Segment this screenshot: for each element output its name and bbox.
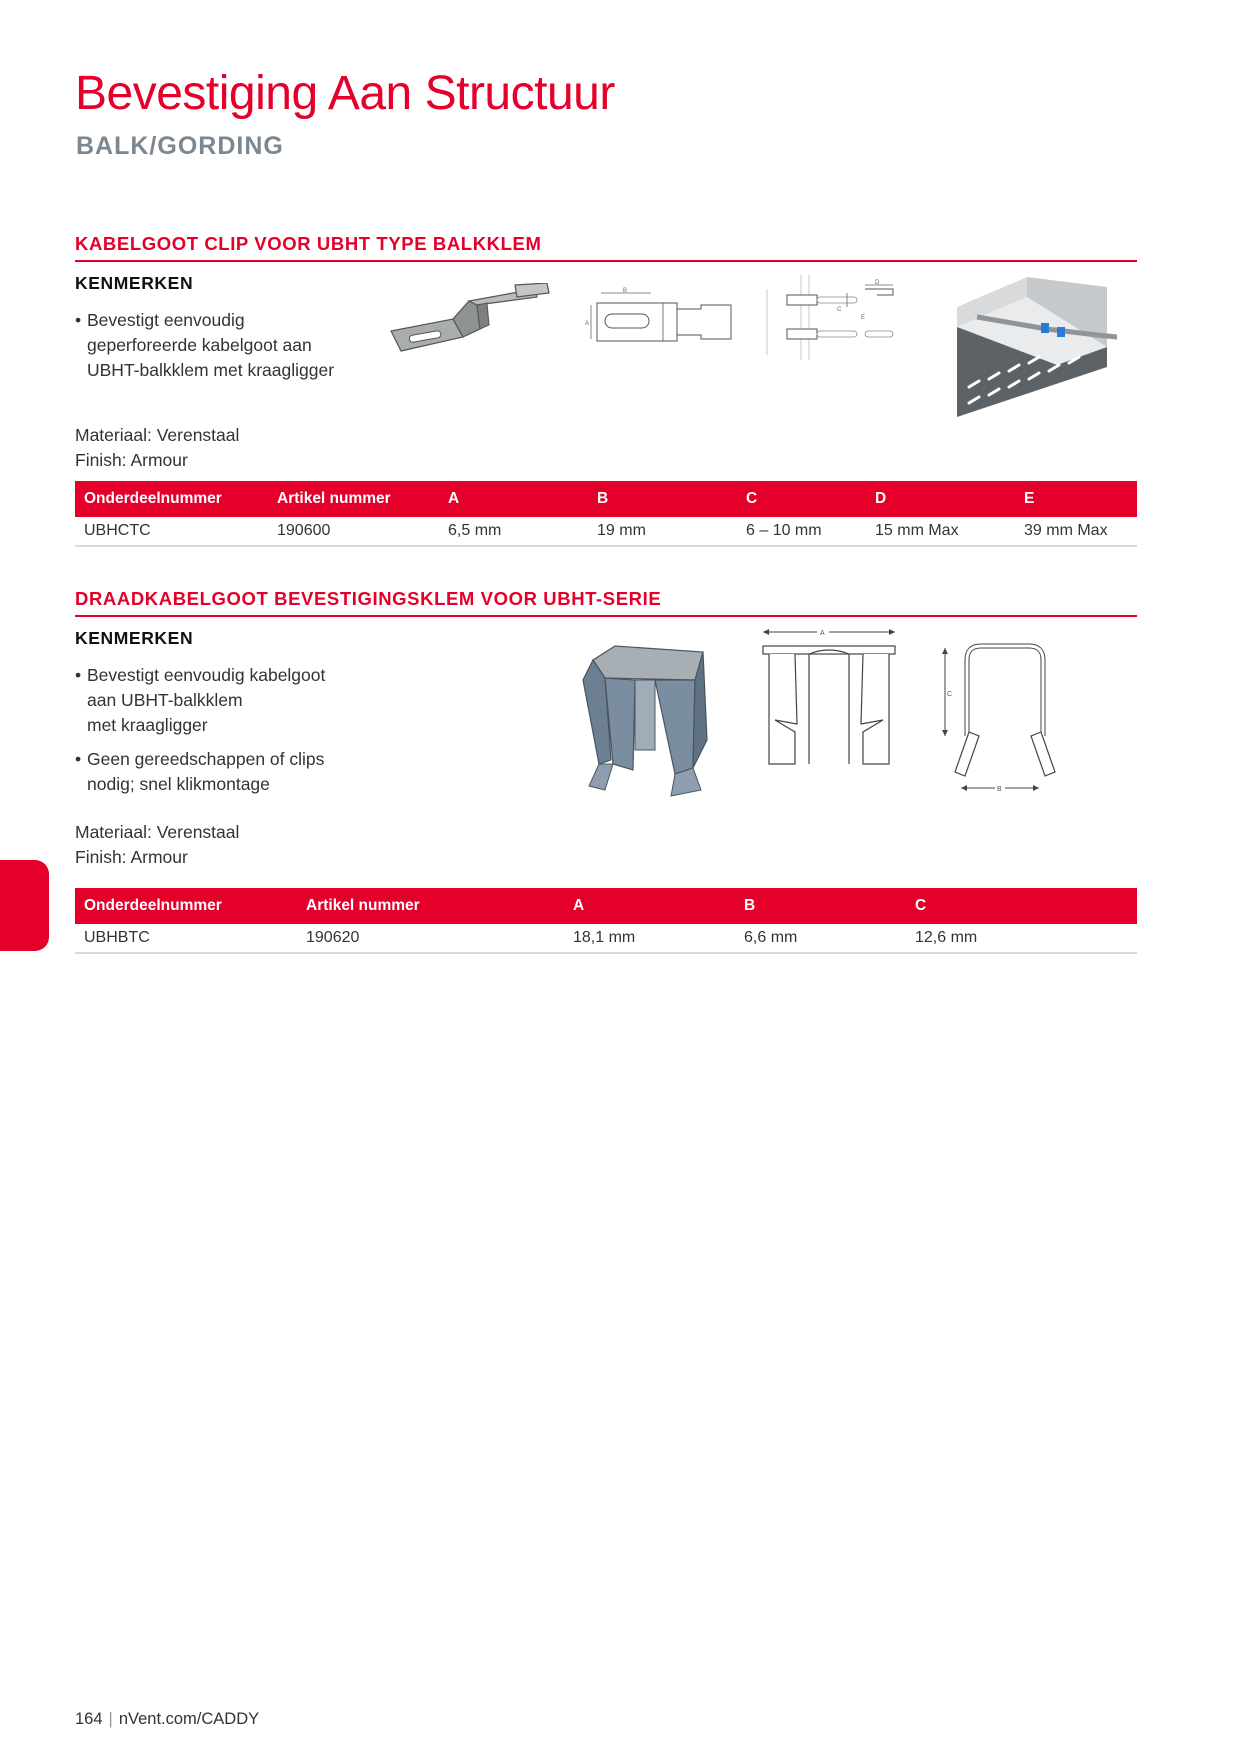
table-cell: UBHCTC: [75, 517, 268, 546]
dimension-label-d: D: [875, 280, 880, 286]
table-cell: 6 – 10 mm: [737, 517, 866, 546]
page-title: Bevestiging Aan Structuur: [75, 67, 615, 120]
clip-dimension-drawing-side: [585, 283, 745, 353]
dimension-label-b: B: [623, 288, 628, 294]
clip-product-image: [385, 283, 560, 363]
table-cell: 6,5 mm: [439, 517, 588, 546]
feature-bullet: • Bevestigt eenvoudig kabelgoot aan UBHT-balkklem met kraagligger: [75, 663, 375, 738]
table-cell: 39 mm Max: [1015, 517, 1137, 546]
table-cell: 190620: [297, 924, 564, 953]
table-row: [75, 924, 1137, 953]
page-subtitle: BALK/GORDING: [76, 132, 284, 160]
footer-website-link[interactable]: nVent.com/CADDY: [118, 1710, 260, 1728]
dimension-label-c: C: [837, 307, 842, 313]
feature-bullet: • Geen gereedschappen of clips nodig; snel klikmontage: [75, 747, 375, 797]
table-header-cell: E: [1015, 481, 1137, 517]
table-cell: 190600: [268, 517, 439, 546]
table-header-cell: D: [866, 481, 1015, 517]
dimension-label-c: C: [947, 691, 953, 698]
table-header-row: [75, 481, 1137, 517]
features-title: KENMERKEN: [75, 273, 194, 293]
table-cell: 15 mm Max: [866, 517, 1015, 546]
section-heading: KABELGOOT CLIP VOOR UBHT TYPE BALKKLEM: [75, 233, 1137, 262]
table-cell: 12,6 mm: [906, 924, 1137, 953]
dimension-label-b: B: [997, 786, 1002, 793]
table-header-cell: A: [564, 888, 735, 924]
table-header-cell: Artikel nummer: [268, 481, 439, 517]
table-cell: 18,1 mm: [564, 924, 735, 953]
dimension-label-a: A: [585, 321, 590, 327]
table-cell: UBHBTC: [75, 924, 297, 953]
dimension-label-a: A: [820, 630, 825, 637]
material-text: Materiaal: Verenstaal: [75, 425, 240, 445]
table-row: [75, 517, 1137, 546]
footer-separator: |: [108, 1710, 113, 1728]
dimension-label-e: E: [861, 315, 866, 321]
feature-list: [75, 308, 375, 383]
product-section-ubhbtc: [75, 588, 1137, 946]
table-cell: 19 mm: [588, 517, 737, 546]
material-text: Materiaal: Verenstaal: [75, 822, 240, 842]
page-number: 164: [75, 1710, 103, 1728]
table-header-cell: B: [588, 481, 737, 517]
table-header-cell: Onderdeelnummer: [75, 481, 268, 517]
table-header-cell: C: [737, 481, 866, 517]
spec-block: [75, 423, 239, 473]
page-footer: [75, 1710, 259, 1729]
product-section-ubhctc: [75, 233, 1137, 539]
feature-bullet: • Bevestigt eenvoudig geperforeerde kabelgoot aan UBHT-balkklem met kraagligger: [75, 308, 375, 383]
feature-list: [75, 663, 375, 797]
features-title: KENMERKEN: [75, 628, 194, 648]
spec-table-ubhbtc: [75, 888, 1137, 954]
table-header-cell: Onderdeelnummer: [75, 888, 297, 924]
cable-tray-application-image: [957, 277, 1117, 417]
table-header-cell: B: [735, 888, 906, 924]
clamp-dimension-drawing-front: [755, 628, 905, 778]
section-heading: DRAADKABELGOOT BEVESTIGINGSKLEM VOOR UBHT-SERIE: [75, 588, 1137, 617]
finish-text: Finish: Armour: [75, 450, 188, 470]
table-cell: 6,6 mm: [735, 924, 906, 953]
spec-block: [75, 820, 239, 870]
finish-text: Finish: Armour: [75, 847, 188, 867]
table-header-cell: C: [906, 888, 1137, 924]
table-header-cell: A: [439, 481, 588, 517]
spec-table-ubhctc: [75, 481, 1137, 547]
table-header-cell: Artikel nummer: [297, 888, 564, 924]
clip-dimension-drawing-top: [765, 275, 915, 360]
clamp-product-image: [575, 640, 715, 800]
clamp-dimension-drawing-side: [937, 640, 1057, 800]
chapter-side-tab: [0, 860, 49, 951]
table-header-row: [75, 888, 1137, 924]
